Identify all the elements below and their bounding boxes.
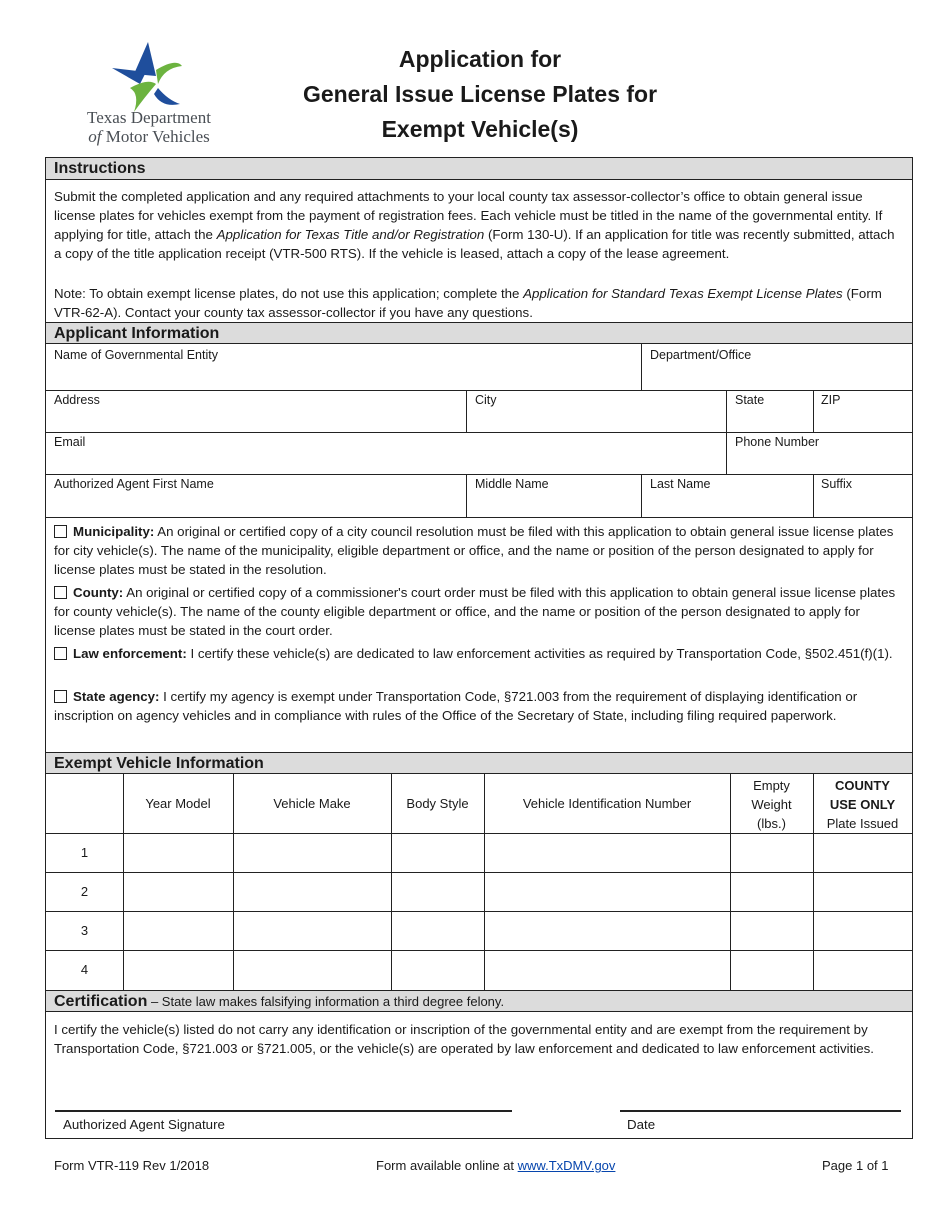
logo-line-2-rest: Motor Vehicles bbox=[101, 127, 210, 146]
row-number-1: 1 bbox=[80, 845, 89, 860]
col-weight-line-3: (lbs.) bbox=[757, 816, 786, 831]
law-enforcement-checkbox[interactable] bbox=[54, 647, 67, 660]
county-text: An original or certified copy of a commissioner's court order must be filed with this application to obtain general issue license plates for county vehicle(s). The name of the county eligible department or office, and the name or position of the person designated to apply for license plates must be stated in the court order. bbox=[54, 585, 896, 638]
municipality-text: An original or certified copy of a city council resolution must be filed with this application to obtain general issue license plates for city vehicle(s). The name of the municipality, eligible department or office, and the name or position of the person designated to apply for license plates must be stated in the resolution. bbox=[54, 524, 894, 577]
entity-name-label: Name of Governmental Entity bbox=[54, 348, 218, 362]
form-id: Form VTR-119 Rev 1/2018 bbox=[54, 1158, 210, 1173]
state-agency-label: State agency: bbox=[73, 689, 160, 704]
col-weight-line-1: Empty bbox=[753, 778, 790, 793]
middle-name-label: Middle Name bbox=[475, 477, 549, 491]
application-form bbox=[45, 157, 913, 1139]
certification-text: I certify the vehicle(s) listed do not carry any identification or inscription of the governmental entity and are exempt from the requirement by Transportation Code, §721.003 or §721.005, or the vehicle(s) are operated by law enforcement and dedicated to law enforcement activities. bbox=[54, 1022, 874, 1056]
address-label: Address bbox=[54, 393, 100, 407]
row-number-3: 3 bbox=[80, 923, 89, 938]
date-line[interactable] bbox=[620, 1110, 901, 1112]
vehicles-heading: Exempt Vehicle Information bbox=[46, 752, 912, 774]
option-state-agency bbox=[54, 687, 902, 725]
state-agency-text: I certify my agency is exempt under Transportation Code, §721.003 from the requirement of displaying identification or inscription on agency vehicles and in compliance with rules of the Office of the Secretary of State, including filing required paperwork. bbox=[54, 689, 858, 723]
department-label: Department/Office bbox=[650, 348, 752, 362]
logo-line-2-italic: of bbox=[88, 127, 102, 146]
note-text-a: Note: To obtain exempt license plates, do not use this application; complete the bbox=[54, 286, 524, 301]
agent-first-name-label: Authorized Agent First Name bbox=[54, 477, 214, 491]
state-agency-checkbox[interactable] bbox=[54, 690, 67, 703]
note-text-b: (Form VTR-62-A). Contact your county tax assessor-collector if you have any questions. bbox=[54, 286, 882, 320]
certification-subtitle: – State law makes falsifying information a third degree felony. bbox=[147, 994, 505, 1009]
note-form-title: Application for Standard Texas Exempt License Plates bbox=[523, 286, 843, 301]
instructions-text-a: Submit the completed application and any required attachments to your local county tax assessor-collector’s office to obtain general issue license plates for vehicles exempt from the payment of registration fees. Each vehicle must be titled in the name of the governmental entity. If applying for title, attach the bbox=[54, 189, 883, 242]
available-text: Form available online at bbox=[376, 1158, 518, 1173]
phone-label: Phone Number bbox=[735, 435, 820, 449]
law-enforcement-text: I certify these vehicle(s) are dedicated to law enforcement activities as required by Transportation Code, §502.451(f)(1). bbox=[186, 646, 893, 661]
city-label: City bbox=[475, 393, 497, 407]
logo-line-2 bbox=[64, 127, 234, 146]
page-number: Page 1 of 1 bbox=[822, 1158, 889, 1173]
date-label: Date bbox=[627, 1117, 656, 1132]
law-enforcement-label: Law enforcement: bbox=[73, 646, 187, 661]
email-label: Email bbox=[54, 435, 86, 449]
col-empty-weight bbox=[730, 776, 813, 833]
suffix-label: Suffix bbox=[821, 477, 853, 491]
instructions-paragraph bbox=[54, 187, 902, 263]
certification-title: Certification bbox=[54, 993, 148, 1010]
option-county bbox=[54, 583, 902, 640]
signature-label: Authorized Agent Signature bbox=[63, 1117, 225, 1132]
col-county-use-only bbox=[813, 776, 912, 833]
col-year-model: Year Model bbox=[145, 796, 211, 811]
logo-line-1: Texas Department bbox=[87, 108, 211, 127]
row-number-4: 4 bbox=[80, 962, 89, 977]
form-available bbox=[376, 1158, 615, 1173]
instructions-heading: Instructions bbox=[46, 158, 912, 180]
municipality-label: Municipality: bbox=[73, 524, 155, 539]
zip-label: ZIP bbox=[821, 393, 841, 407]
certification-heading bbox=[46, 990, 912, 1012]
title-line-3: Exempt Vehicle(s) bbox=[381, 116, 579, 142]
option-law-enforcement bbox=[54, 644, 902, 663]
col-county-line-2: USE ONLY bbox=[829, 797, 896, 812]
instructions-form-title: Application for Texas Title and/or Registration bbox=[216, 227, 485, 242]
state-label: State bbox=[735, 393, 765, 407]
applicant-heading: Applicant Information bbox=[46, 322, 912, 344]
county-label: County: bbox=[73, 585, 124, 600]
instructions-text-b: (Form 130-U). If an application for title was recently submitted, attach a copy of the title application receipt (VTR-500 RTS). If the vehicle is leased, attach a copy of the lease agreement. bbox=[54, 227, 895, 261]
signature-line[interactable] bbox=[55, 1110, 512, 1112]
col-county-line-1: COUNTY bbox=[835, 778, 890, 793]
option-municipality bbox=[54, 522, 902, 579]
row-number-2: 2 bbox=[80, 884, 89, 899]
txdmv-link[interactable]: www.TxDMV.gov bbox=[517, 1158, 616, 1173]
col-vin: Vehicle Identification Number bbox=[522, 796, 692, 811]
col-county-line-3: Plate Issued bbox=[826, 816, 899, 831]
col-weight-line-2: Weight bbox=[751, 797, 792, 812]
title-line-2: General Issue License Plates for bbox=[302, 81, 658, 107]
title-line-1: Application for bbox=[398, 46, 562, 72]
col-body-style: Body Style bbox=[406, 796, 469, 811]
county-checkbox[interactable] bbox=[54, 586, 67, 599]
municipality-checkbox[interactable] bbox=[54, 525, 67, 538]
instructions-note bbox=[54, 284, 902, 322]
logo-wordmark bbox=[64, 108, 234, 146]
col-vehicle-make: Vehicle Make bbox=[273, 796, 351, 811]
last-name-label: Last Name bbox=[650, 477, 711, 491]
page-title bbox=[250, 42, 710, 147]
